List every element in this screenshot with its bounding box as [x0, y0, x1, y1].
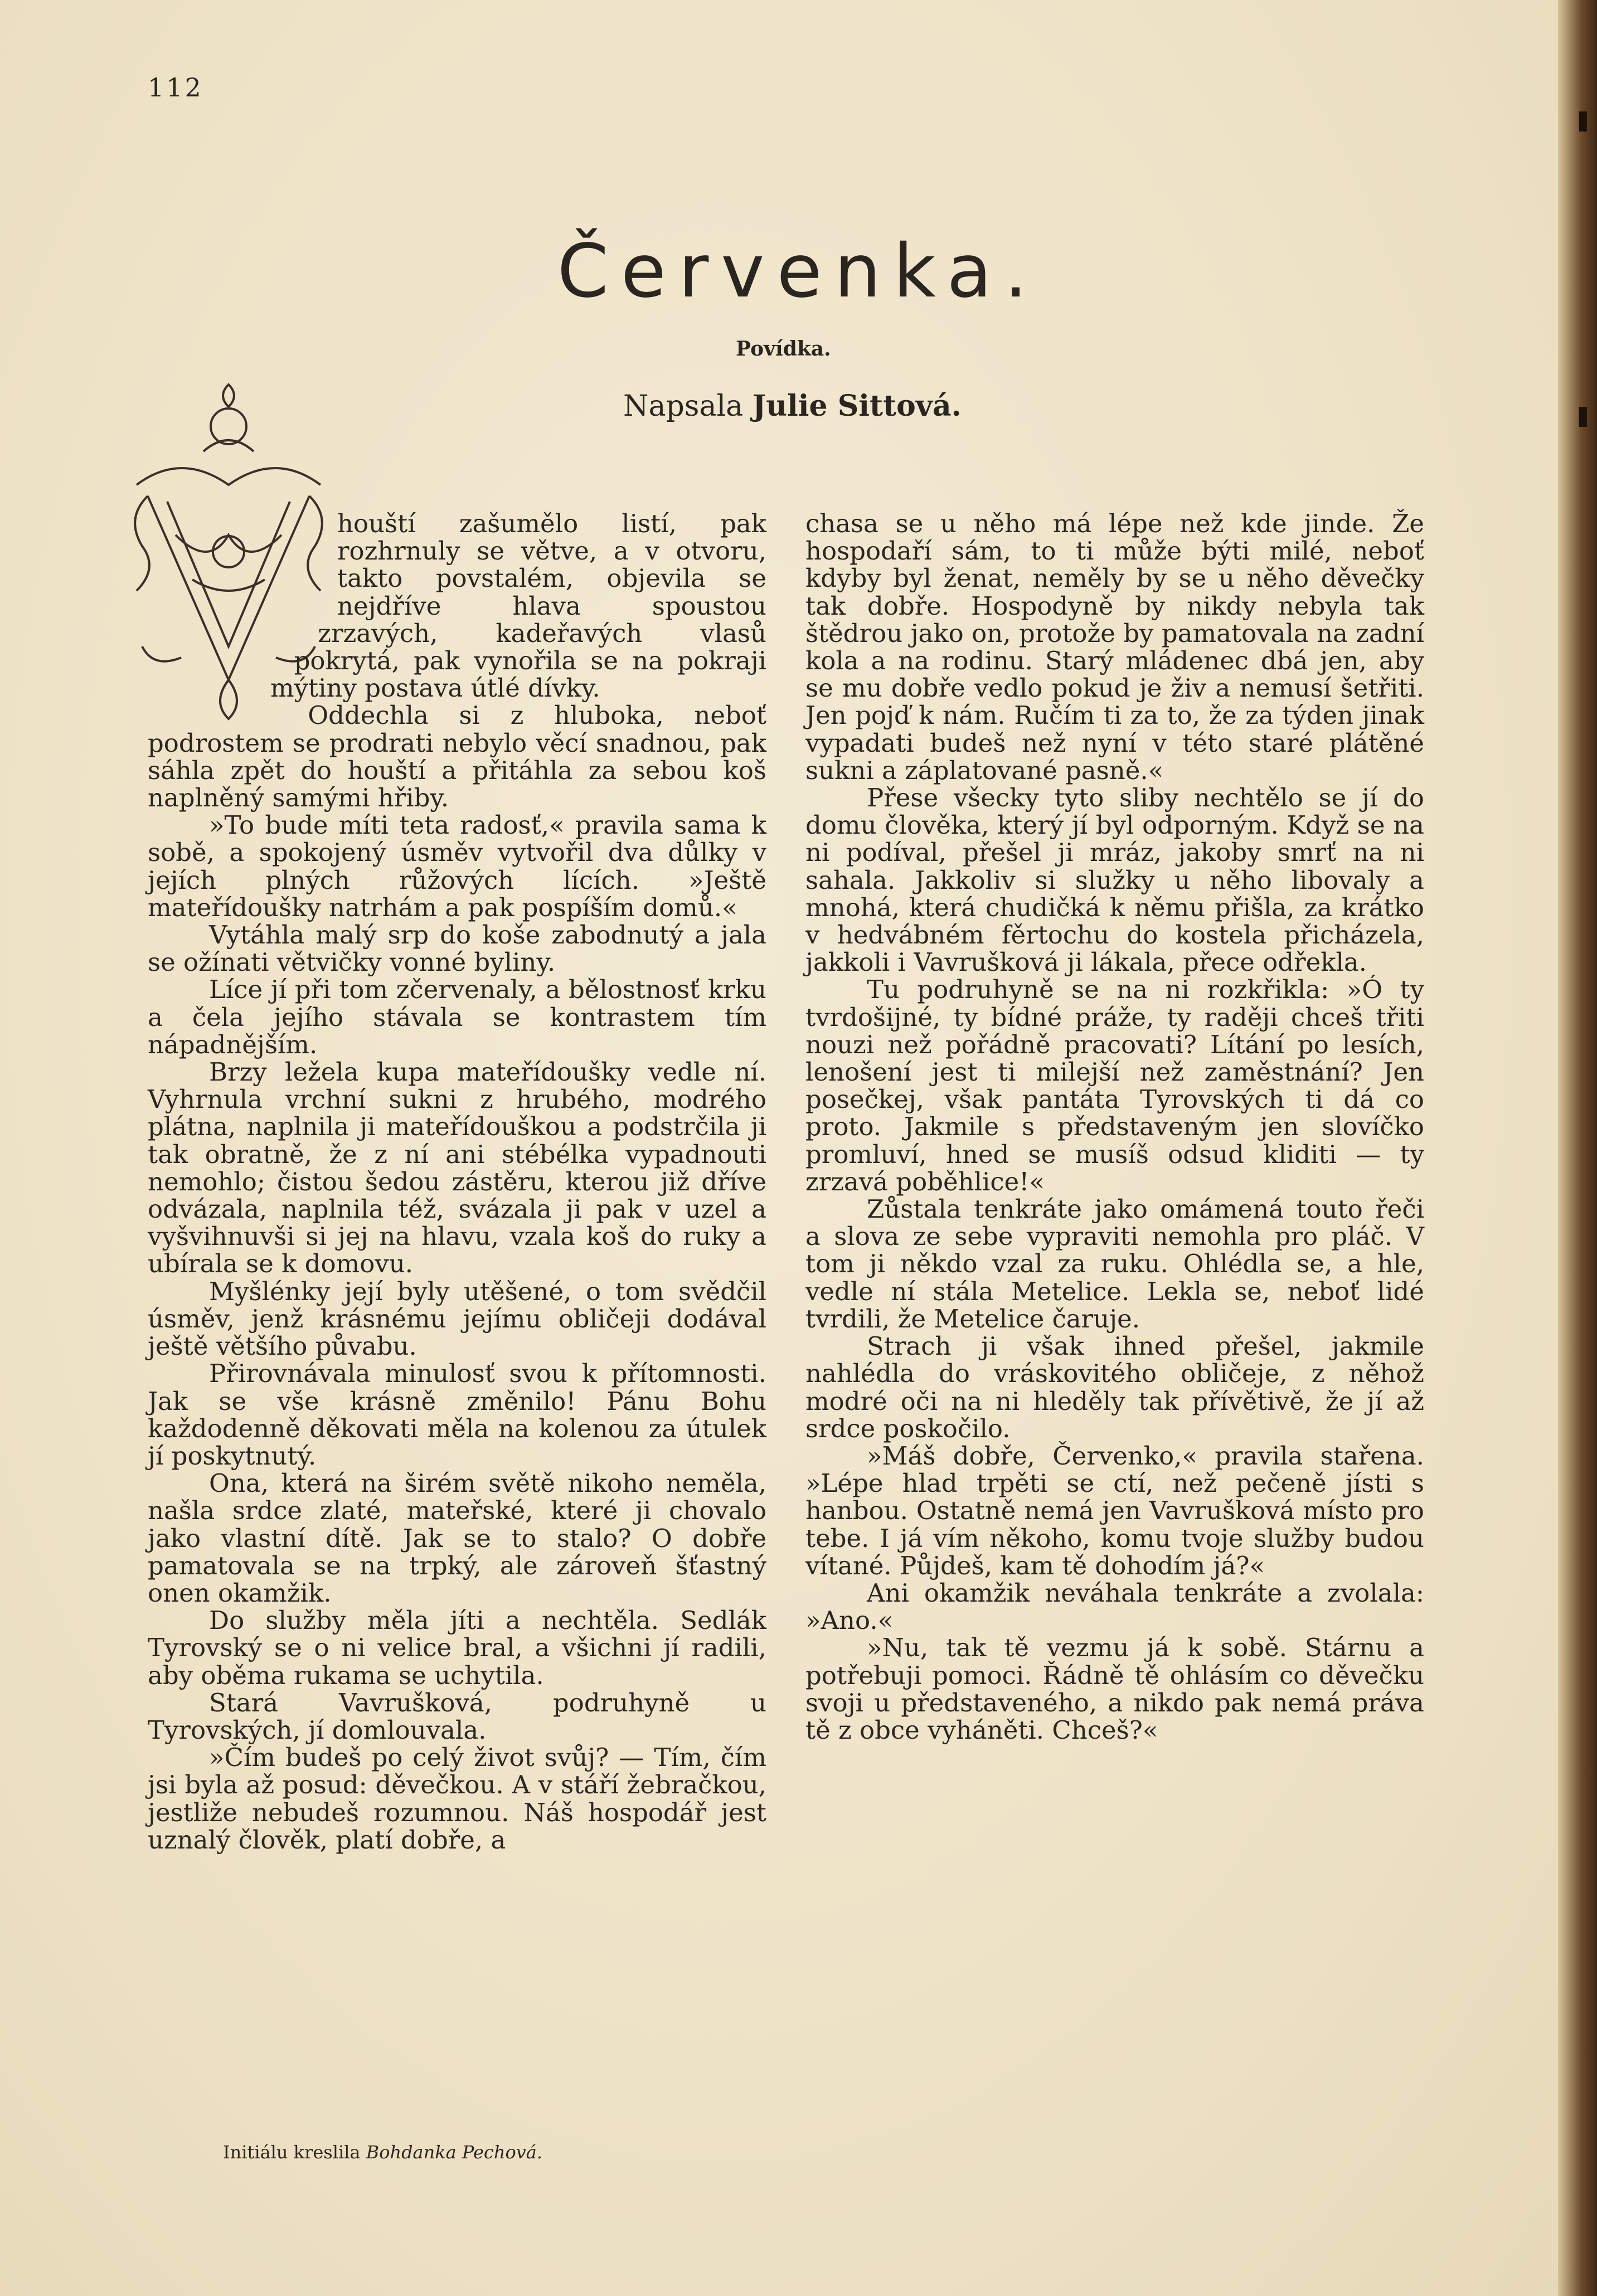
page-number: 112: [148, 72, 203, 103]
paragraph-text: houští zašumělo listí, pak rozhrnuly se větve, a v otvoru, takto povstalém, objevila se nejdříve hlava spoustou zrzavých, kadeřavých vlasů pokrytá, pak vynořila se na pokraji mýtiny postava útlé dívky.: [270, 509, 766, 703]
paragraph: Myšlénky její byly utěšené, o tom svědčil úsměv, jenž krásnému jejímu obličeji dodával ještě většího půvabu.: [148, 1276, 766, 1361]
paragraph: Stará Vavrušková, podruhyně u Tyrovských, jí domlouvala.: [148, 1687, 766, 1745]
paragraph: Brzy ležela kupa mateřídoušky vedle ní. Vyhrnula vrchní sukni z hrubého, modrého plátna, naplnila ji mateřídouškou a podstrčila ji tak obratně, že z ní ani stébélka vypadnouti nemohlo; čistou šedou zástěru, kterou již dříve odvázala, naplnila též, svázala ji pak v uzel a vyšvihnuvši si jej na hlavu, vzala koš do ruky a ubírala se k domovu.: [148, 1057, 766, 1279]
paragraph: Strach ji však ihned přešel, jakmile nahlédla do vráskovitého obličeje, z něhož modré oči na ni hleděly tak přívětivě, že jí až srdce poskočilo.: [805, 1331, 1424, 1443]
paragraph: Přese všecky tyto sliby nechtělo se jí do domu člověka, který jí byl odporným. Když se na ni podíval, přešel ji mráz, jakoby smrť na ni sahala. Jakkoliv si služky u něho libovaly a mnohá, která chudičká k němu přišla, za krátko v hedvábném fěrtochu do kostela přicházela, jakkoli i Vavrušková ji lákala, přece odřekla.: [805, 783, 1424, 977]
spine-mark: [1579, 111, 1587, 132]
paragraph: »To bude míti teta radosť,« pravila sama k sobě, a spokojený úsměv vytvořil dva důlky v jejích plných růžových lících. »Ještě mateřídoušky natrhám a pak pospíším domů.«: [148, 810, 766, 922]
right-text-column: [805, 510, 1424, 1744]
paragraph: Ona, která na širém světě nikoho neměla, našla srdce zlaté, mateřské, které ji chovalo jako vlastní dítě. Jak se to stalo? O dobře pamatovala se na trpký, ale zároveň šťastný onen okamžik.: [148, 1468, 766, 1608]
book-spine-edge: [1558, 0, 1597, 2296]
author-line: [623, 389, 962, 423]
paragraph: »Nu, tak tě vezmu já k sobě. Stárnu a potřebuji pomoci. Řádně tě ohlásím co děvečku svoji u představeného, a nikdo pak nemá práva tě z obce vyháněti. Chceš?«: [805, 1633, 1424, 1745]
paragraph: Přirovnávala minulosť svou k přítomnosti. Jak se vše krásně změnilo! Pánu Bohu každodenně děkovati měla na kolenou za útulek jí poskytnutý.: [148, 1359, 766, 1471]
credit-name: Bohdanka Pechová.: [366, 2142, 543, 2163]
paragraph-dropcap: [148, 510, 766, 702]
paragraph: Líce jí při tom zčervenaly, a bělostnosť krku a čela jejího stávala se kontrastem tím nápadnějším.: [148, 975, 766, 1059]
paragraph: Vytáhla malý srp do koše zabodnutý a jala se ožínati větvičky vonné byliny.: [148, 920, 766, 977]
paragraph: chasa se u něho má lépe než kde jinde. Že hospodaří sám, to ti může býti milé, neboť kdyby byl ženat, neměly by se u něho děvečky tak dobře. Hospodyně by nikdy nebyla tak štědrou jako on, protože by pamatovala na zadní kola a na rodinu. Starý mládenec dbá jen, aby se mu dobře vedlo pokud je živ a nemusí šetřiti. Jen pojď k nám. Ručím ti za to, že za týden jinak vypadati budeš než nyní v této staré plátěné sukni a záplatované pasně.«: [805, 509, 1424, 785]
paragraph: Do služby měla jíti a nechtěla. Sedlák Tyrovský se o ni velice bral, a všichni jí radili, aby oběma rukama se uchytila.: [148, 1606, 766, 1690]
left-text-column: [148, 510, 766, 1854]
author-name: Julie Sittová.: [752, 389, 962, 423]
paragraph: Oddechla si z hluboka, neboť podrostem se prodrati nebylo věcí snadnou, pak sáhla zpět do houští a přitáhla za sebou koš naplněný samými hřiby.: [148, 701, 766, 813]
illustration-credit: [223, 2142, 542, 2163]
story-subtitle: Povídka.: [736, 337, 831, 361]
author-prefix: Napsala: [623, 390, 744, 423]
credit-prefix: Initiálu kreslila: [223, 2142, 361, 2163]
paragraph: Ani okamžik neváhala tenkráte a zvolala: »Ano.«: [805, 1578, 1424, 1636]
paragraph: »Čím budeš po celý život svůj? — Tím, čím jsi byla až posud: děvečkou. A v stáří žebračkou, jestliže nebudeš rozumnou. Náš hospodář jest uznalý člověk, platí dobře, a: [148, 1743, 766, 1855]
spine-mark: [1579, 407, 1587, 427]
paragraph: Tu podruhyně se na ni rozkřikla: »Ó ty tvrdošijné, ty bídné práže, ty raději chceš třiti nouzi než pořádně pracovati? Lítání po lesích, lenošení jest ti milejší než zaměstnání? Jen posečkej, však pantáta Tyrovských ti dá co proto. Jakmile s představeným jen slovíčko promluví, hned se musíš odsud kliditi — ty zrzavá poběhlice!«: [805, 975, 1424, 1196]
paragraph: »Máš dobře, Červenko,« pravila stařena. »Lépe hlad trpěti se ctí, než pečeně jísti s hanbou. Ostatně nemá jen Vavrušková místo pro tebe. I já vím někoho, komu tvoje služby budou vítané. Půjdeš, kam tě dohodím já?«: [805, 1441, 1424, 1580]
story-title: Červenka.: [557, 228, 1040, 314]
paragraph: Zůstala tenkráte jako omámená touto řeči a slova ze sebe vypraviti nemohla pro pláč. V tom ji někdo vzal za ruku. Ohlédla se, a hle, vedle ní stála Metelice. Lekla se, neboť lidé tvrdili, že Metelice čaruje.: [805, 1194, 1424, 1334]
